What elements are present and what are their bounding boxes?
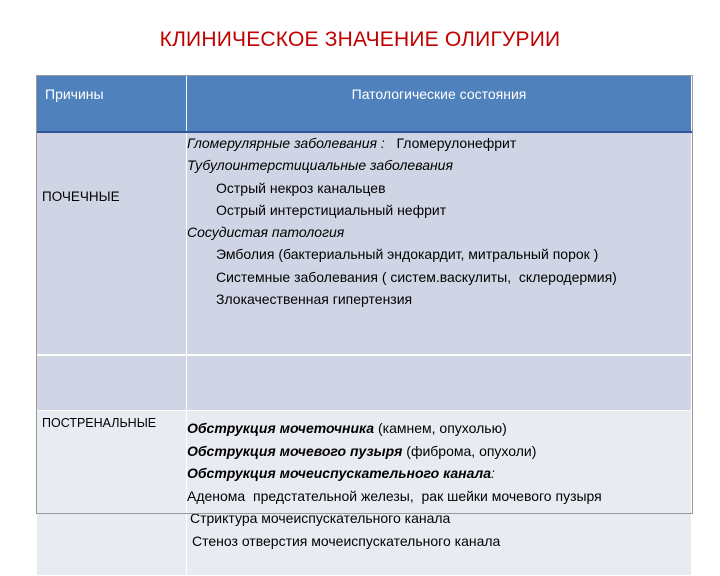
condition-line: Обструкция мочевого пузыря (фиброма, опухоли) bbox=[187, 442, 537, 459]
condition-line: Гломерулярные заболевания : Гломерулонефрит bbox=[187, 135, 517, 151]
condition-line: Обструкция мочеточника (камнем, опухолью) bbox=[187, 420, 507, 436]
header-conditions: Патологические состояния bbox=[187, 76, 692, 132]
condition-line: Тубулоинтерстициальные заболевания bbox=[187, 157, 453, 174]
cause-postrenal: ПОСТРЕНАЛЬНЫЕ bbox=[37, 411, 187, 576]
conditions-postrenal bbox=[187, 411, 692, 576]
condition-line: Сосудистая патология bbox=[187, 224, 345, 241]
condition-line: Злокачественная гипертензия bbox=[216, 291, 413, 308]
condition-line: Обструкция мочеиспускательного канала: bbox=[187, 465, 495, 481]
condition-line: Системные заболевания ( систем.васкулиты, склеродермия) bbox=[216, 268, 617, 285]
condition-line: Стриктура мочеиспускательного канала bbox=[190, 510, 451, 526]
table-header-row bbox=[37, 76, 692, 132]
condition-line: Стеноз отверстия мочеиспускательного канала bbox=[192, 532, 501, 549]
header-causes: Причины bbox=[37, 76, 187, 132]
condition-line: Эмболия (бактериальный эндокардит, митральный порок ) bbox=[216, 246, 599, 263]
cause-renal: ПОЧЕЧНЫЕ bbox=[37, 132, 187, 411]
header-separator bbox=[36, 131, 692, 133]
table-row-renal bbox=[37, 132, 692, 411]
condition-line: Острый некроз канальцев bbox=[216, 179, 386, 196]
table-row-postrenal bbox=[37, 411, 692, 576]
conditions-renal bbox=[187, 132, 692, 411]
page-title: КЛИНИЧЕСКОЕ ЗНАЧЕНИЕ ОЛИГУРИИ bbox=[159, 28, 561, 51]
causes-table bbox=[36, 75, 692, 576]
condition-line: Острый интерстициальный нефрит bbox=[216, 201, 447, 218]
row-separator bbox=[36, 354, 692, 356]
condition-line: Аденома предстательной железы, рак шейки мочевого пузыря bbox=[187, 487, 602, 504]
